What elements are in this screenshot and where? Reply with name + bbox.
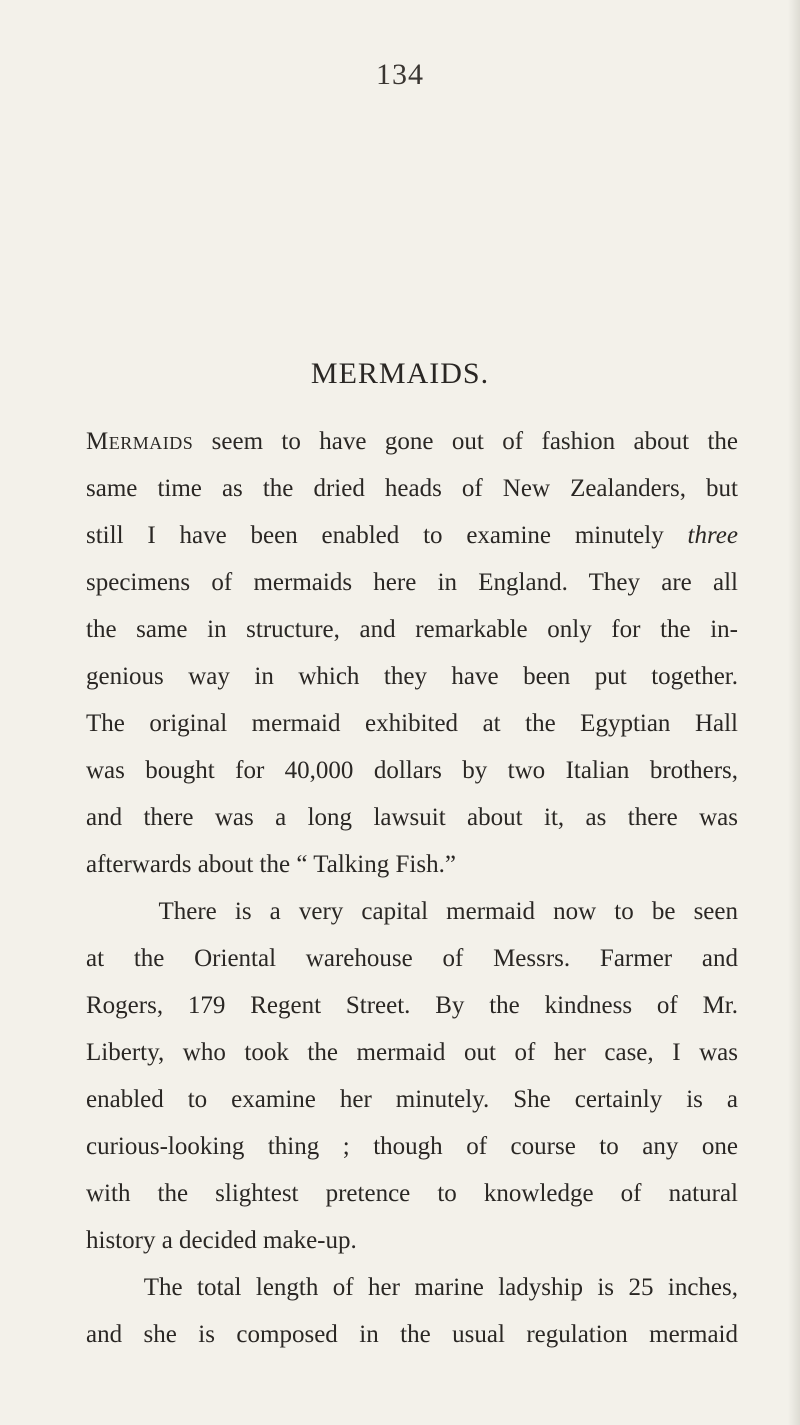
text-line bbox=[86, 559, 738, 606]
line-text: Rogers, 179 Regent Street. By the kindness of Mr. bbox=[86, 992, 738, 1019]
text-line bbox=[86, 841, 738, 888]
line-text: Liberty, who took the mermaid out of her case, I was bbox=[86, 1039, 738, 1066]
line-text: with the slightest pretence to knowledge of natural bbox=[86, 1180, 738, 1207]
line-text: curious-looking thing ; though of course to any one bbox=[86, 1133, 738, 1160]
text-line bbox=[86, 794, 738, 841]
line-text: The original mermaid exhibited at the Egyptian Hall bbox=[86, 710, 738, 737]
text-line bbox=[86, 747, 738, 794]
text-line bbox=[86, 465, 738, 512]
text-line bbox=[86, 1076, 738, 1123]
page-edge-shadow bbox=[788, 0, 800, 1425]
line-text: and she is composed in the usual regulation mermaid bbox=[86, 1321, 738, 1348]
line-text: enabled to examine her minutely. She certainly is a bbox=[86, 1086, 738, 1113]
text-line bbox=[86, 700, 738, 747]
text-line bbox=[86, 653, 738, 700]
line-text: same time as the dried heads of New Zealanders, but bbox=[86, 475, 738, 502]
drop-word-smallcaps: Mermaids bbox=[86, 428, 194, 455]
text-line bbox=[86, 1311, 738, 1358]
line-text: seem to have gone out of fashion about the bbox=[193, 428, 738, 455]
line-text: genious way in which they have been put together. bbox=[86, 663, 738, 690]
text-line bbox=[86, 1217, 738, 1264]
body-text bbox=[86, 418, 738, 1358]
line-text: There is a very capital mermaid now to be seen bbox=[158, 898, 738, 925]
text-line bbox=[86, 1264, 738, 1311]
page-number: 134 bbox=[376, 58, 424, 91]
line-text: was bought for 40,000 dollars by two Italian brothers, bbox=[86, 757, 738, 784]
text-line bbox=[86, 1029, 738, 1076]
line-text: afterwards about the “ Talking Fish.” bbox=[86, 851, 456, 878]
chapter-title: MERMAIDS. bbox=[310, 357, 490, 390]
text-line bbox=[86, 512, 738, 559]
line-text: at the Oriental warehouse of Messrs. Farmer and bbox=[86, 945, 738, 972]
paragraph-indent bbox=[86, 898, 158, 925]
text-line bbox=[86, 606, 738, 653]
text-line bbox=[86, 888, 738, 935]
text-line bbox=[86, 1123, 738, 1170]
line-text: specimens of mermaids here in England. They are all bbox=[86, 569, 738, 596]
text-line bbox=[86, 982, 738, 1029]
line-text: and there was a long lawsuit about it, as there was bbox=[86, 804, 738, 831]
paragraph-indent bbox=[86, 1274, 144, 1301]
line-text: still I have been enabled to examine minutely bbox=[86, 522, 688, 549]
line-text: history a decided make-up. bbox=[86, 1227, 357, 1254]
text-line bbox=[86, 418, 738, 465]
text-line bbox=[86, 935, 738, 982]
line-text: The total length of her marine ladyship is 25 inches, bbox=[143, 1274, 739, 1301]
line-text: the same in structure, and remarkable only for the in- bbox=[86, 616, 738, 643]
emphasis-text: three bbox=[687, 522, 738, 549]
text-line bbox=[86, 1170, 738, 1217]
